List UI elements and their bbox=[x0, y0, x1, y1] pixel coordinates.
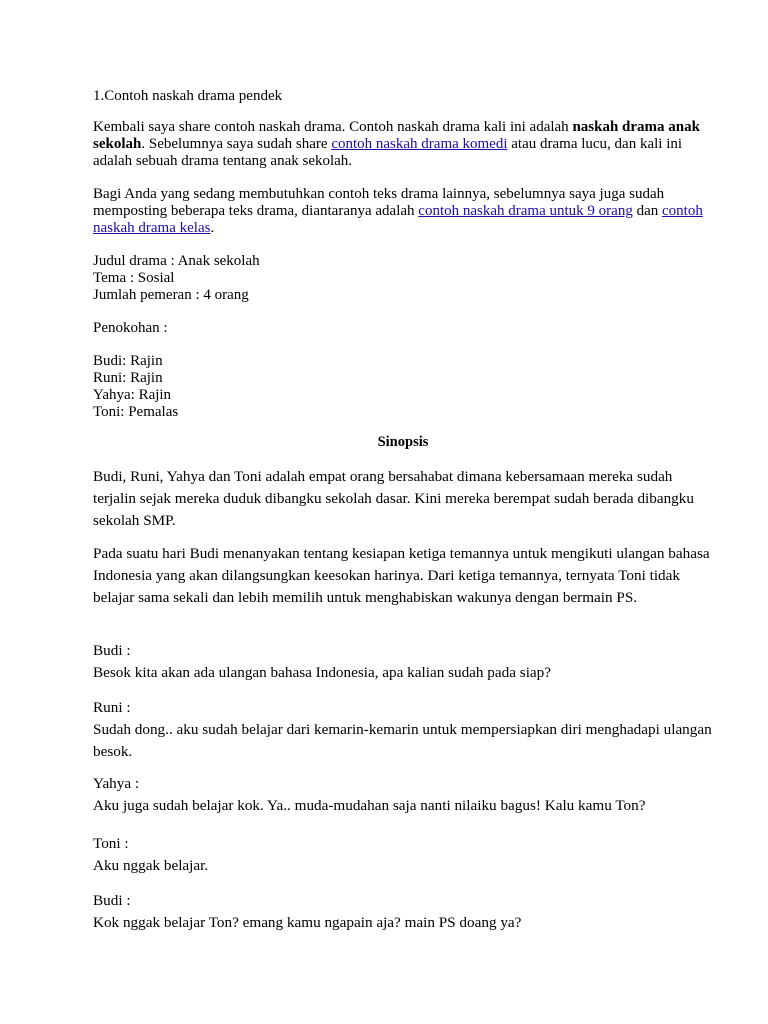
dialogue-speaker: Budi : bbox=[93, 642, 131, 659]
intro-text-2: . Sebelumnya saya sudah share bbox=[141, 136, 332, 152]
dialogue-line: Aku nggak belajar. bbox=[93, 856, 209, 874]
intro-bold-text: naskah drama anak sekolah bbox=[93, 119, 700, 152]
character-item: Budi: Rajin bbox=[93, 353, 163, 369]
dialogue-speaker: Yahya : bbox=[93, 775, 140, 792]
drama-info bbox=[93, 253, 713, 304]
para2-text-1: Bagi Anda yang sedang membutuhkan contoh teks drama lainnya, sebelumnya saya juga sudah memposting beberapa teks drama, diantaranya adalah bbox=[93, 186, 665, 219]
link-naskah-drama-kelas[interactable]: contoh naskah drama kelas bbox=[93, 203, 703, 236]
dialogue-budi-1 bbox=[93, 640, 713, 684]
dialogue-speaker: Budi : bbox=[93, 892, 131, 909]
dialogue-yahya bbox=[93, 773, 713, 817]
dialogue-line: Sudah dong.. aku sudah belajar dari kemarin-kemarin untuk mempersiapkan diri menghadapi ulangan besok. bbox=[93, 720, 712, 760]
intro-text-3: atau drama lucu, dan kali ini adalah sebuah drama tentang anak sekolah. bbox=[93, 136, 683, 169]
info-tema: Tema : Sosial bbox=[93, 270, 175, 286]
dialogue-speaker: Runi : bbox=[93, 699, 131, 716]
dialogue-line: Besok kita akan ada ulangan bahasa Indonesia, apa kalian sudah pada siap? bbox=[93, 663, 551, 681]
document-heading: 1.Contoh naskah drama pendek bbox=[93, 88, 283, 104]
sinopsis-title: Sinopsis bbox=[377, 434, 429, 450]
link-naskah-drama-komedi[interactable]: contoh naskah drama komedi bbox=[331, 136, 508, 152]
intro-paragraph bbox=[93, 119, 713, 170]
para2-text-2: dan bbox=[632, 203, 662, 219]
penokohan-label: Penokohan : bbox=[93, 320, 168, 336]
character-item: Runi: Rajin bbox=[93, 370, 163, 386]
character-list bbox=[93, 353, 713, 421]
second-paragraph bbox=[93, 186, 713, 237]
dialogue-line: Aku juga sudah belajar kok. Ya.. muda-mudahan saja nanti nilaiku bagus! Kalu kamu Ton? bbox=[93, 796, 646, 814]
dialogue-speaker: Toni : bbox=[93, 835, 129, 852]
intro-text-1: Kembali saya share contoh naskah drama. Contoh naskah drama kali ini adalah bbox=[93, 119, 573, 135]
dialogue-budi-2 bbox=[93, 890, 713, 934]
dialogue-line: Kok nggak belajar Ton? emang kamu ngapain aja? main PS doang ya? bbox=[93, 913, 522, 931]
dialogue-toni bbox=[93, 833, 713, 877]
character-item: Yahya: Rajin bbox=[93, 387, 172, 403]
character-item: Toni: Pemalas bbox=[93, 404, 179, 420]
dialogue-runi bbox=[93, 697, 713, 762]
para2-text-3: . bbox=[210, 220, 215, 236]
info-jumlah: Jumlah pemeran : 4 orang bbox=[93, 287, 249, 303]
sinopsis-paragraph-1: Budi, Runi, Yahya dan Toni adalah empat orang bersahabat dimana kebersamaan mereka sudah terjalin sejak mereka duduk dibangku sekolah dasar. Kini mereka berempat sudah berada dibangku sekolah SMP. bbox=[93, 468, 694, 529]
info-judul: Judul drama : Anak sekolah bbox=[93, 253, 260, 269]
link-naskah-drama-9-orang[interactable]: contoh naskah drama untuk 9 orang bbox=[418, 203, 633, 219]
sinopsis-paragraph-2: Pada suatu hari Budi menanyakan tentang kesiapan ketiga temannya untuk mengikuti ulangan bahasa Indonesia yang akan dilangsungkan keesokan harinya. Dari ketiga temannya, ternyata Toni tidak belajar sama sekali dan lebih memilih untuk menghabiskan wakunya dengan bermain PS. bbox=[93, 545, 710, 606]
